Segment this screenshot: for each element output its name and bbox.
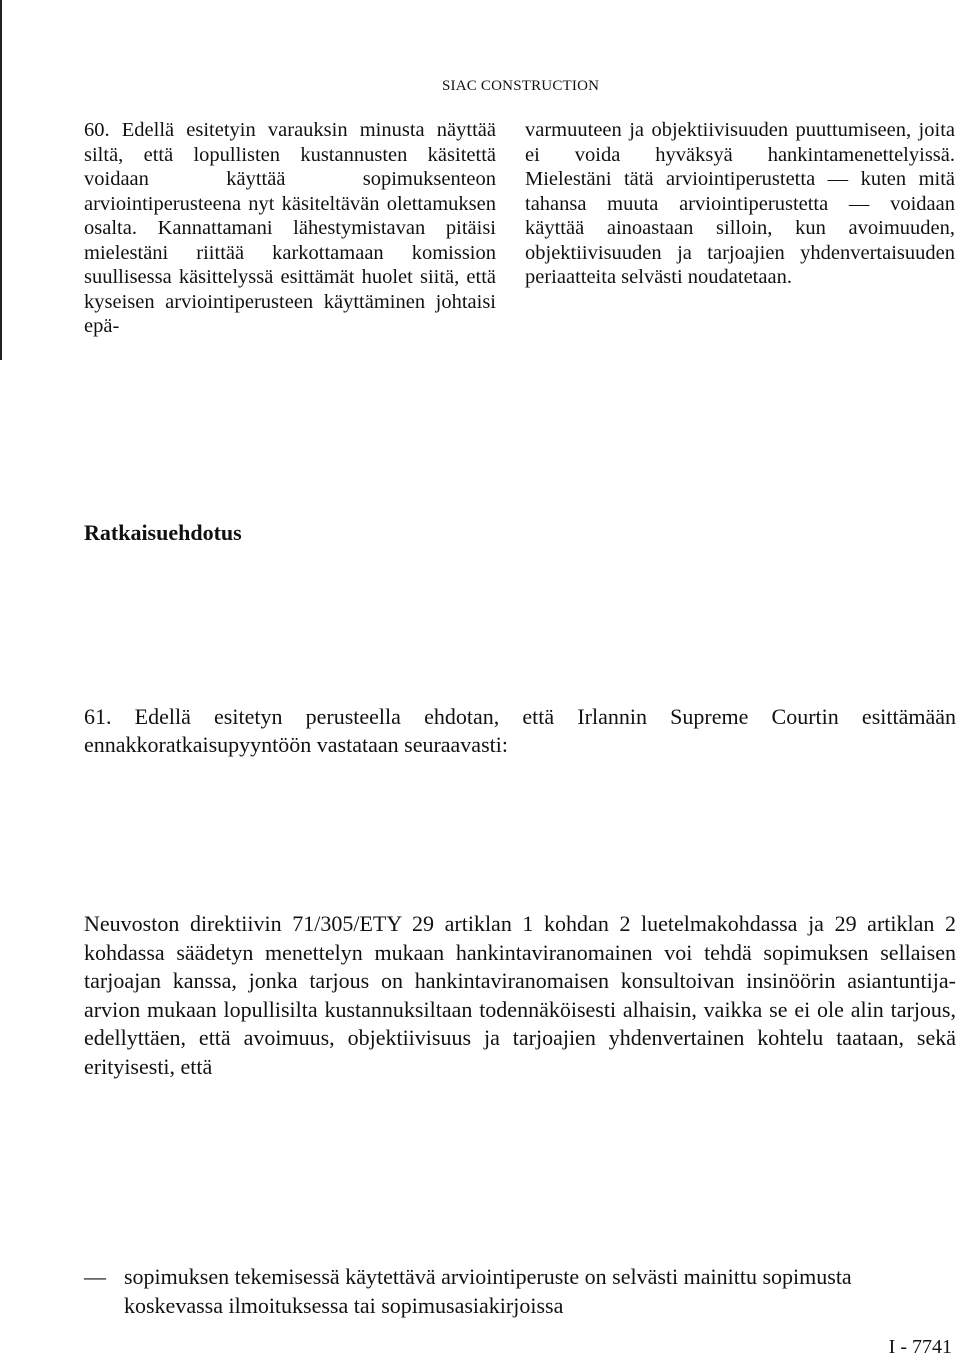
paragraph-60-right-column: varmuuteen ja objektiivisuuden puuttumiseen, joita ei voida hyväksyä hankintamenettelyissä. Mielestäni tätä arviointiperustetta — kuten mitä tahansa muuta arviointiperustetta — voidaan käyttää ainoastaan silloin, kun avoimuuden, objektiivisuuden ja tarjoajien yhdenvertaisuuden periaatteita selvästi noudatetaan. (525, 119, 955, 288)
section-heading: Ratkaisuehdotus (84, 520, 242, 545)
paragraph-60-left-column: 60. Edellä esitetyin varauksin minusta näyttää siltä, että lopullisten kustannusten käsitettä voidaan käyttää sopimuksenteon arviointiperusteena nyt käsiteltävän olettamuksen osalta. Kannattamani lähestymistavan pitäisi mielestäni riittää karkottamaan komission suullisessa käsittelyssä esittämät huolet siitä, että kyseisen arviointiperusteen käyttäminen johtaisi epä- (84, 119, 496, 337)
ruling-bullet-item (84, 1263, 956, 1320)
running-header: SIAC CONSTRUCTION (442, 78, 600, 94)
proposed-ruling: Neuvoston direktiivin 71/305/ETY 29 artiklan 1 kohdan 2 luetelmakohdassa ja 29 artiklan 2 kohdassa säädetyn menettelyn mukaan hankintaviranomainen voi tehdä sopimuksen sellaisen tarjoajan kanssa, jonka tarjous on hankintaviranomaisen konsultoivan insinöörin asiantuntija-arvion mukaan lopullisilta kustannuksiltaan todennäköisesti alhaisin, vaikka se ei ole alin tarjous, edellyttäen, että avoimuus, objektiivisuus ja tarjoajien yhdenvertainen kohtelu taataan, sekä erityisesti, että (84, 911, 956, 1079)
scan-edge-line (0, 0, 2, 360)
paragraph-61: 61. Edellä esitetyn perusteella ehdotan, että Irlannin Supreme Courtin esittämään ennakkoratkaisupyyntöön vastataan seuraavasti: (84, 704, 956, 757)
page-number: I - 7741 (888, 1336, 952, 1358)
bullet-text: sopimuksen tekemisessä käytettävä arviointiperuste on selvästi mainittu sopimusta koskevassa ilmoituksessa tai sopimusasiakirjoissa (124, 1264, 852, 1318)
bullet-dash: — (84, 1264, 106, 1289)
